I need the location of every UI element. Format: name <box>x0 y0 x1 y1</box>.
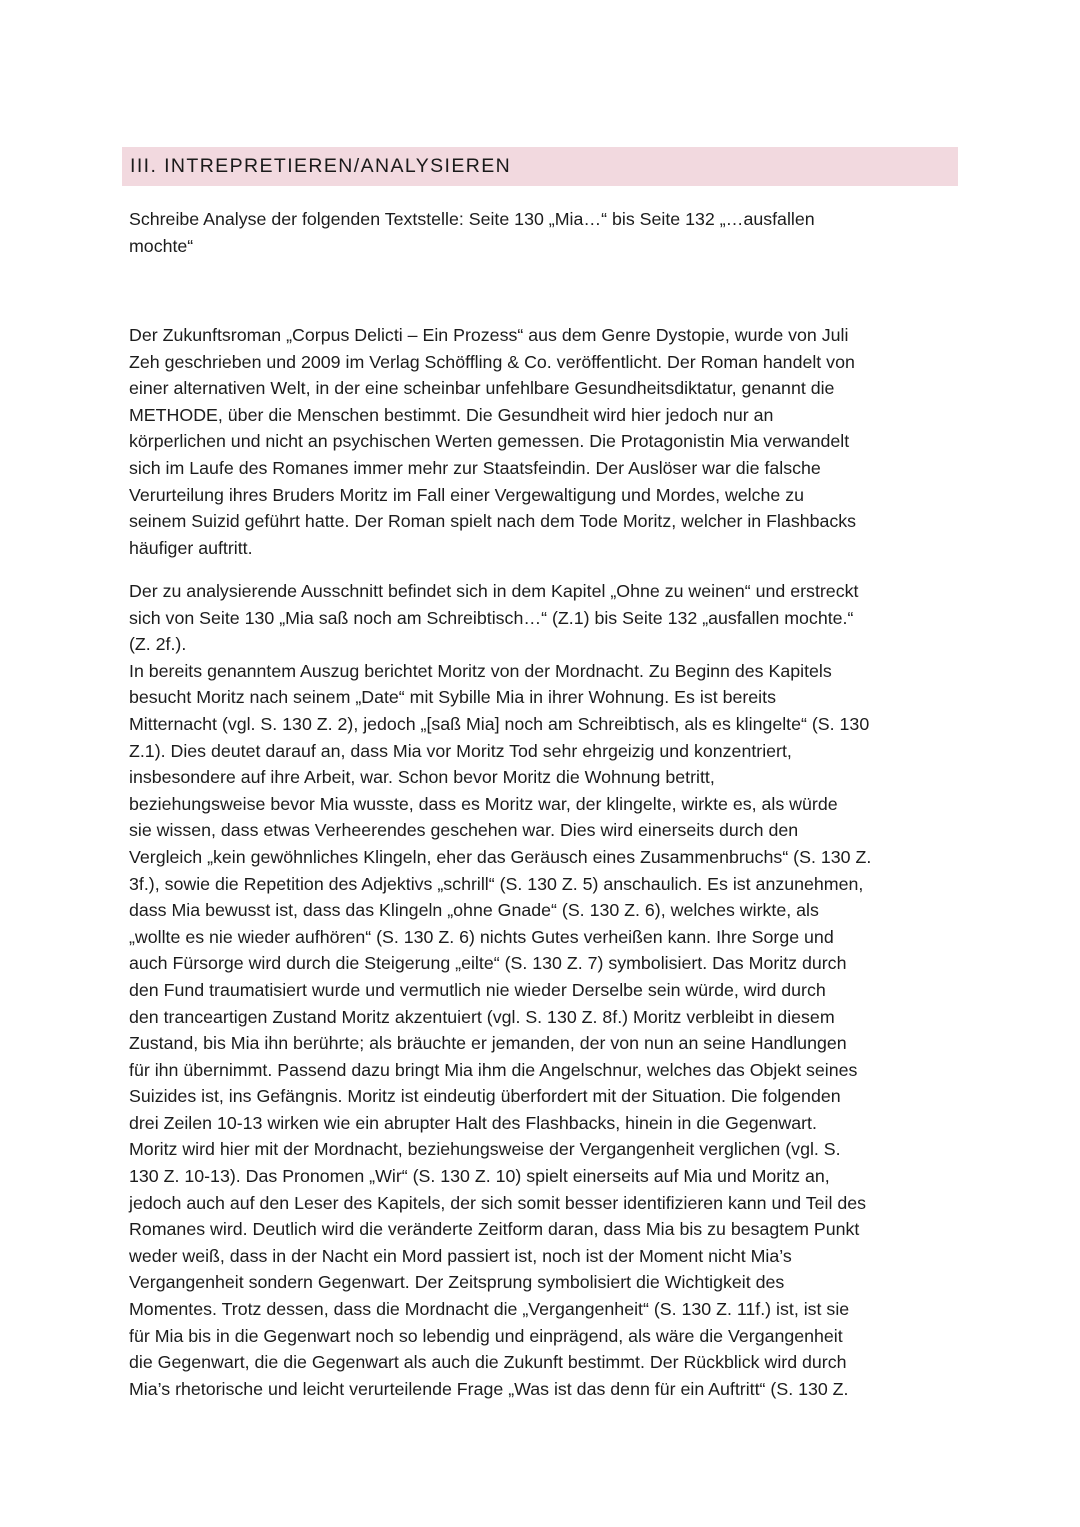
text-line: Der zu analysierende Ausschnitt befindet sich in dem Kapitel „Ohne zu weinen“ und erstreckt <box>129 581 859 601</box>
text-line: Suizides ist, ins Gefängnis. Moritz ist eindeutig überfordert mit der Situation. Die folgenden <box>129 1086 841 1107</box>
section-heading <box>122 147 958 186</box>
task-line: mochte“ <box>129 236 194 256</box>
text-line: körperlichen und nicht an psychischen Werten gemessen. Die Protagonistin Mia verwandelt <box>129 431 850 452</box>
paragraph-introduction <box>129 322 959 561</box>
text-line: 3f.), sowie die Repetition des Adjektivs „schrill“ (S. 130 Z. 5) anschaulich. Es ist anzunehmen, <box>129 873 864 894</box>
text-line: den Fund traumatisiert wurde und vermutlich nie wieder Derselbe sein würde, wird durch <box>129 979 826 1000</box>
text-line: Z.1). Dies deutet darauf an, dass Mia vor Moritz Tod sehr ehrgeizig und konzentriert, <box>129 740 792 761</box>
text-line: beziehungsweise bevor Mia wusste, dass es Moritz war, der klingelte, wirkte es, als würde <box>129 793 838 814</box>
text-line: häufiger auftritt. <box>129 537 253 558</box>
text-line: Vergangenheit sondern Gegenwart. Der Zeitsprung symbolisiert die Wichtigkeit des <box>129 1272 785 1293</box>
text-line: Moritz wird hier mit der Mordnacht, beziehungsweise der Vergangenheit verglichen (vgl. S. <box>129 1139 841 1160</box>
text-line: sich im Laufe des Romanes immer mehr zur Staatsfeindin. Der Auslöser war die falsche <box>129 457 821 478</box>
text-line: Zeh geschrieben und 2009 im Verlag Schöffling & Co. veröffentlicht. Der Roman handelt von <box>129 351 855 372</box>
paragraph-analysis <box>129 578 959 1402</box>
text-line: besucht Moritz nach seinem „Date“ mit Sybille Mia in ihrer Wohnung. Es ist bereits <box>129 687 776 708</box>
text-line: Mitternacht (vgl. S. 130 Z. 2), jedoch „[saß Mia] noch am Schreibtisch, als es klingelte“ (S. 130 <box>129 713 870 734</box>
section-heading-text: III. INTREPRETIEREN/ANALYSIEREN <box>130 155 512 177</box>
task-instruction <box>129 206 929 260</box>
text-line: für ihn übernimmt. Passend dazu bringt Mia ihm die Angelschnur, welches das Objekt seines <box>129 1059 858 1080</box>
text-line: die Gegenwart, die die Gegenwart als auch die Zukunft bestimmt. Der Rückblick wird durch <box>129 1352 847 1373</box>
task-line: Schreibe Analyse der folgenden Textstelle: Seite 130 „Mia…“ bis Seite 132 „…ausfallen <box>129 209 815 229</box>
text-line: seinem Suizid geführt hatte. Der Roman spielt nach dem Tode Moritz, welcher in Flashbacks <box>129 511 857 532</box>
text-line: (Z. 2f.). <box>129 634 187 655</box>
text-line: sie wissen, dass etwas Verheerendes geschehen war. Dies wird einerseits durch den <box>129 820 799 841</box>
text-line: Vergleich „kein gewöhnliches Klingeln, eher das Geräusch eines Zusammenbruchs“ (S. 130 Z. <box>129 846 872 867</box>
text-line: auch Fürsorge wird durch die Steigerung „eilte“ (S. 130 Z. 7) symbolisiert. Das Moritz durch <box>129 953 847 974</box>
text-line: Romanes wird. Deutlich wird die veränderte Zeitform daran, dass Mia bis zu besagtem Punkt <box>129 1219 860 1240</box>
text-line: weder weiß, dass in der Nacht ein Mord passiert ist, noch ist der Moment nicht Mia’s <box>129 1245 792 1266</box>
text-line: In bereits genanntem Auszug berichtet Moritz von der Mordnacht. Zu Beginn des Kapitels <box>129 660 832 681</box>
text-line: insbesondere auf ihre Arbeit, war. Schon bevor Moritz die Wohnung betritt, <box>129 767 715 788</box>
text-line: Verurteilung ihres Bruders Moritz im Fall einer Vergewaltigung und Mordes, welche zu <box>129 484 805 505</box>
text-line: Zustand, bis Mia ihn berührte; als bräuchte er jemanden, der von nun an seine Handlungen <box>129 1033 847 1054</box>
text-line: Momentes. Trotz dessen, dass die Mordnacht die „Vergangenheit“ (S. 130 Z. 11f.) ist, ist sie <box>129 1299 850 1320</box>
text-line: 130 Z. 10-13). Das Pronomen „Wir“ (S. 130 Z. 10) spielt einerseits auf Mia und Moritz an, <box>129 1166 830 1187</box>
text-line: Mia’s rhetorische und leicht verurteilende Frage „Was ist das denn für ein Auftritt“ (S. 130 Z. <box>129 1378 849 1399</box>
text-line: dass Mia bewusst ist, dass das Klingeln „ohne Gnade“ (S. 130 Z. 6), welches wirkte, als <box>129 900 819 921</box>
text-line: sich von Seite 130 „Mia saß noch am Schreibtisch…“ (Z.1) bis Seite 132 „ausfallen mochte.“ <box>129 607 854 628</box>
text-line: drei Zeilen 10-13 wirken wie ein abrupter Halt des Flashbacks, hinein in die Gegenwart. <box>129 1112 817 1133</box>
text-line: jedoch auch auf den Leser des Kapitels, der sich somit besser identifizieren kann und Teil des <box>129 1192 867 1213</box>
text-line: den tranceartigen Zustand Moritz akzentuiert (vgl. S. 130 Z. 8f.) Moritz verbleibt in diesem <box>129 1006 835 1027</box>
text-line: einer alternativen Welt, in der eine scheinbar unfehlbare Gesundheitsdiktatur, genannt die <box>129 378 835 399</box>
text-line: für Mia bis in die Gegenwart noch so lebendig und einprägend, als wäre die Vergangenheit <box>129 1325 843 1346</box>
text-line: METHODE, über die Menschen bestimmt. Die Gesundheit wird hier jedoch nur an <box>129 404 774 425</box>
text-line: „wollte es nie wieder aufhören“ (S. 130 Z. 6) nichts Gutes verheißen kann. Ihre Sorge und <box>129 926 834 947</box>
text-line: Der Zukunftsroman „Corpus Delicti – Ein Prozess“ aus dem Genre Dystopie, wurde von Juli <box>129 325 849 345</box>
